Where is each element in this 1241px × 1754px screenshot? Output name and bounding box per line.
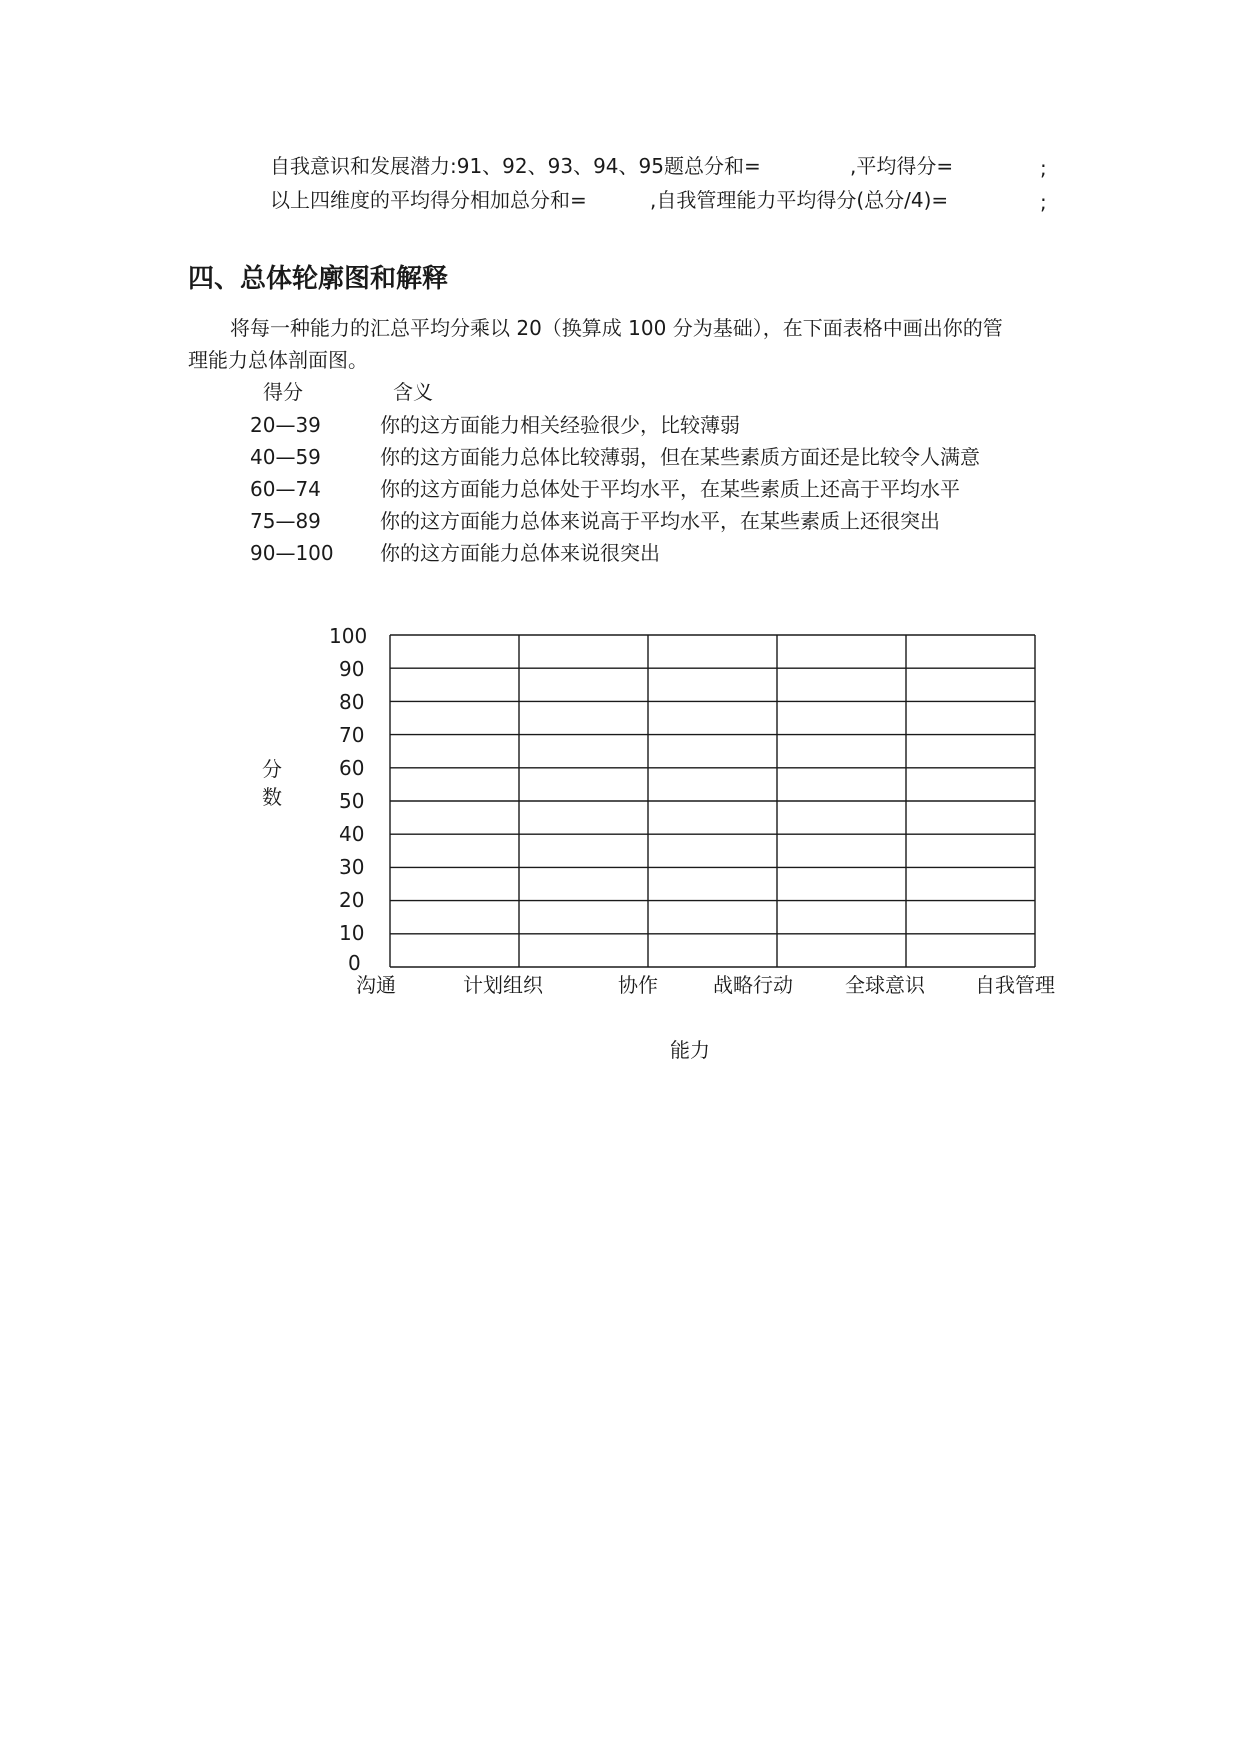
y-tick-label: 100 xyxy=(329,624,368,648)
formula-line2-label: 以上四维度的平均得分相加总分和= xyxy=(270,188,587,212)
formula-line1-avg-label: ,平均得分= xyxy=(850,154,954,178)
x-category-label: 沟通 xyxy=(356,973,396,997)
y-tick-label: 30 xyxy=(339,855,365,879)
score-range: 60—74 xyxy=(250,477,321,501)
x-category-label: 计划组织 xyxy=(463,973,543,997)
score-meaning: 你的这方面能力总体比较薄弱，但在某些素质方面还是比较令人满意 xyxy=(380,445,980,469)
x-category-label: 战略行动 xyxy=(713,973,793,997)
score-meaning: 你的这方面能力总体来说高于平均水平，在某些素质上还很突出 xyxy=(380,509,940,533)
meaning-header: 含义 xyxy=(393,380,433,404)
y-tick-label: 60 xyxy=(339,756,365,780)
y-tick-label: 50 xyxy=(339,789,365,813)
y-tick-label: 20 xyxy=(339,888,365,912)
x-category-label: 协作 xyxy=(618,973,658,997)
intro-line1: 将每一种能力的汇总平均分乘以 20（换算成 100 分为基础），在下面表格中画出你的管 xyxy=(230,316,1003,340)
x-category-label: 自我管理 xyxy=(975,973,1055,997)
x-category-label: 全球意识 xyxy=(845,973,925,997)
y-tick-label: 0 xyxy=(348,951,361,975)
x-axis-label: 能力 xyxy=(670,1038,710,1062)
score-meaning: 你的这方面能力总体处于平均水平，在某些素质上还高于平均水平 xyxy=(380,477,960,501)
score-meaning: 你的这方面能力相关经验很少，比较薄弱 xyxy=(380,413,740,437)
formula-line1-end: ; xyxy=(1040,156,1047,180)
score-range: 20—39 xyxy=(250,413,321,437)
score-range: 90—100 xyxy=(250,541,334,565)
score-header: 得分 xyxy=(263,380,303,404)
formula-line1-label: 自我意识和发展潜力:91、92、93、94、95题总分和= xyxy=(270,154,761,178)
y-tick-label: 70 xyxy=(339,723,365,747)
score-meaning: 你的这方面能力总体来说很突出 xyxy=(380,541,660,565)
y-tick-label: 40 xyxy=(339,822,365,846)
score-range: 75—89 xyxy=(250,509,321,533)
y-axis-label-char1: 分 xyxy=(262,757,282,781)
formula-line2-end: ; xyxy=(1040,190,1047,214)
formula-line2-avg-label: ,自我管理能力平均得分(总分/4)= xyxy=(650,188,949,212)
y-tick-label: 10 xyxy=(339,921,365,945)
y-tick-label: 80 xyxy=(339,690,365,714)
score-range: 40—59 xyxy=(250,445,321,469)
intro-line2: 理能力总体剖面图。 xyxy=(188,348,368,372)
section-title: 四、总体轮廓图和解释 xyxy=(188,264,449,294)
y-tick-label: 90 xyxy=(339,657,365,681)
y-axis-label-char2: 数 xyxy=(262,785,282,809)
